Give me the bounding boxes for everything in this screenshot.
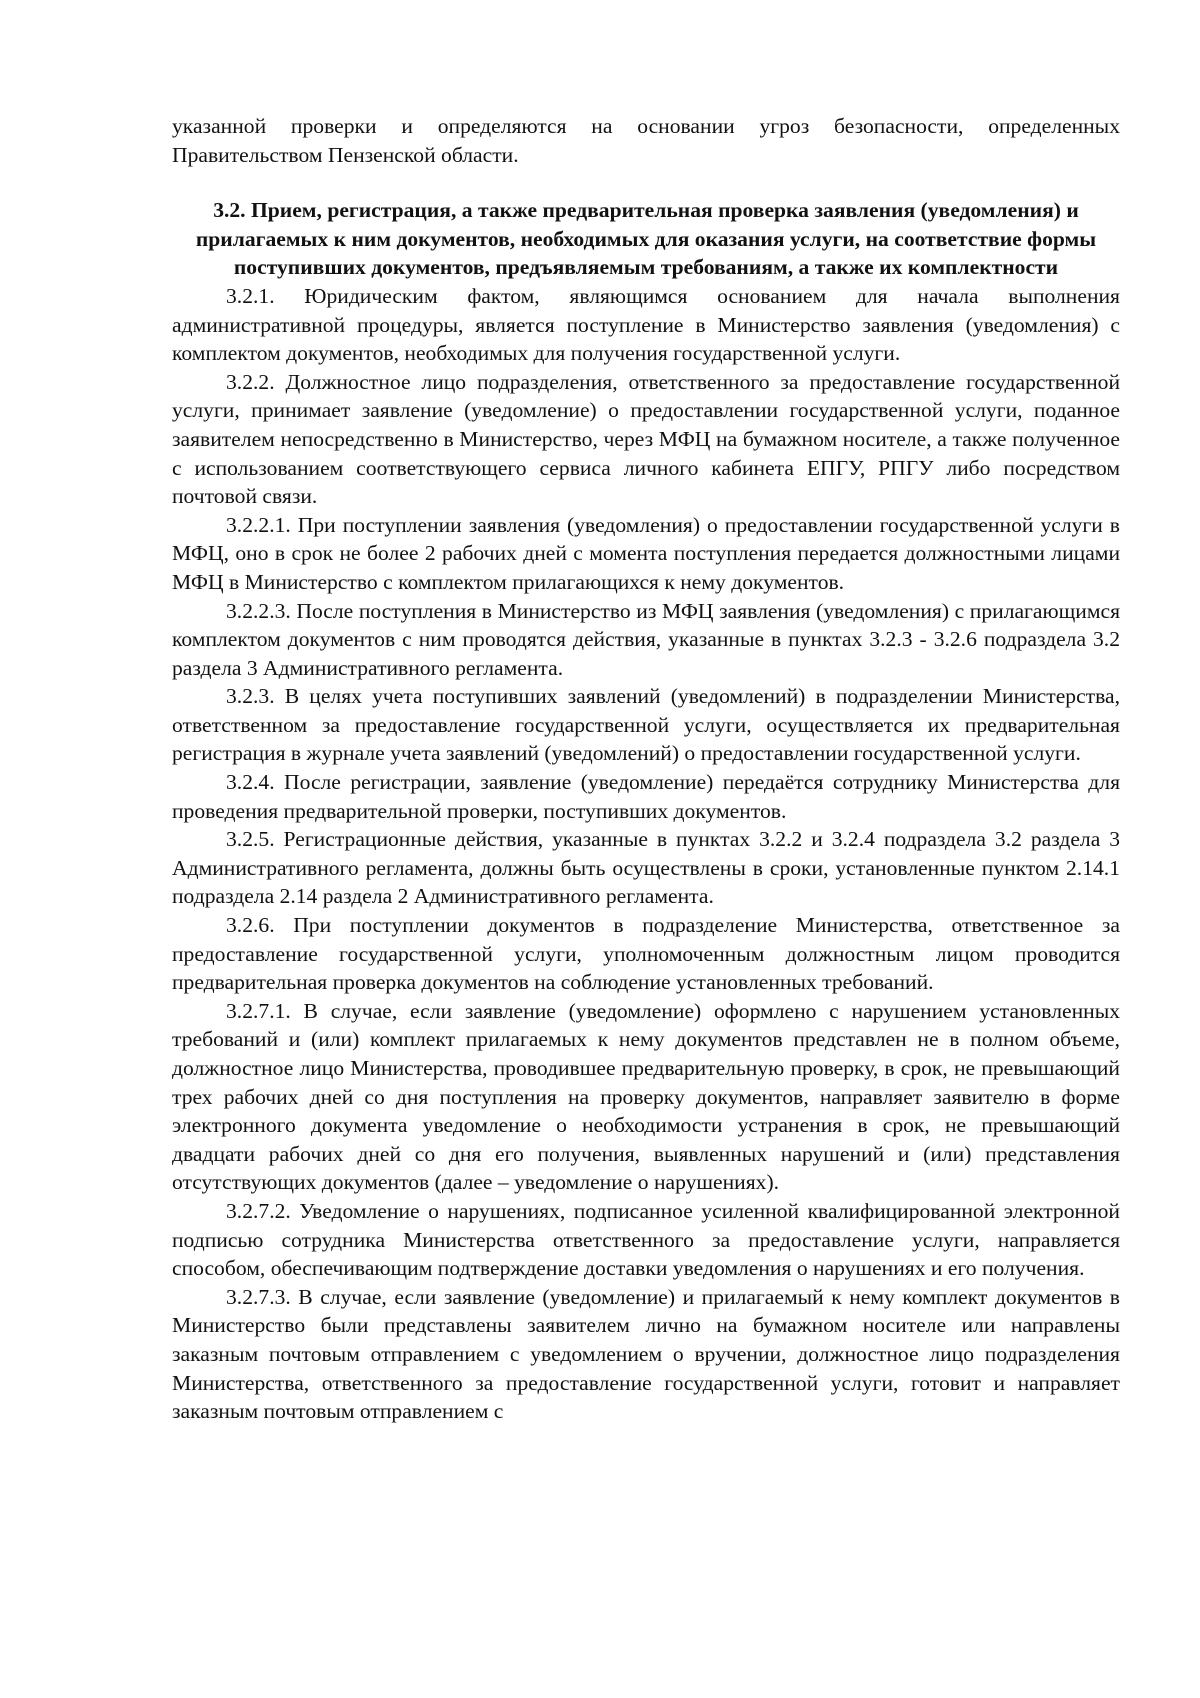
paragraph-3-2-2-1: 3.2.2.1. При поступлении заявления (уведомления) о предоставлении государственной услуги в МФЦ, оно в срок не более 2 рабочих дней с момента поступления передается должностными лицами МФЦ в Министерство с комплектом прилагающихся к нему документов. [172, 512, 1120, 594]
paragraph-3-2-4: 3.2.4. После регистрации, заявление (уведомление) передаётся сотруднику Министерства для проведения предварительной проверки, поступивших документов. [172, 770, 1120, 823]
intro-paragraph: указанной проверки и определяются на основании угроз безопасности, определенных Правительством Пензенской области. [172, 114, 1120, 167]
paragraph-3-2-6: 3.2.6. При поступлении документов в подразделение Министерства, ответственное за предоставление государственной услуги, уполномоченным должностным лицом проводится предварительная проверка документов на соблюдение установленных требований. [172, 913, 1120, 995]
document-page [172, 112, 1120, 1426]
paragraph-3-2-7-1: 3.2.7.1. В случае, если заявление (уведомление) оформлено с нарушением установленных требований и (или) комплект прилагаемых к нему документов представлен не в полном объеме, должностное лицо Министерства, проводившее предварительную проверку, в срок, не превышающий трех рабочих дней со дня поступления на проверку документов, направляет заявителю в форме электронного документа уведомление о необходимости устранения в срок, не превышающий двадцати рабочих дней со дня его получения, выявленных нарушений и (или) представления отсутствующих документов (далее – уведомление о нарушениях). [172, 998, 1120, 1195]
paragraph-3-2-7-3: 3.2.7.3. В случае, если заявление (уведомление) и прилагаемый к нему комплект документов в Министерство были представлены заявителем лично на бумажном носителе или направлены заказным почтовым отправлением с уведомлением о вручении, должностное лицо подразделения Министерства, ответственного за предоставление государственной услуги, готовит и направляет заказным почтовым отправлением с [172, 1284, 1120, 1424]
paragraph-3-2-5: 3.2.5. Регистрационные действия, указанные в пунктах 3.2.2 и 3.2.4 подраздела 3.2 раздела 3 Административного регламента, должны быть осуществлены в сроки, установленные пунктом 2.14.1 подраздела 2.14 раздела 2 Административного регламента. [172, 827, 1120, 909]
paragraph-3-2-7-2: 3.2.7.2. Уведомление о нарушениях, подписанное усиленной квалифицированной электронной подписью сотрудника Министерства ответственного за предоставление услуги, направляется способом, обеспечивающим подтверждение доставки уведомления о нарушениях и его получения. [172, 1198, 1120, 1281]
paragraph-3-2-2: 3.2.2. Должностное лицо подразделения, ответственного за предоставление государственной услуги, принимает заявление (уведомление) о предоставлении государственной услуги, поданное заявителем непосредственно в Министерство, через МФЦ на бумажном носителе, а также полученное с использованием соответствующего сервиса личного кабинета ЕПГУ, РПГУ либо посредством почтовой связи. [172, 369, 1120, 509]
paragraph-3-2-1: 3.2.1. Юридическим фактом, являющимся основанием для начала выполнения административной процедуры, является поступление в Министерство заявления (уведомления) с комплектом документов, необходимых для получения государственной услуги. [172, 283, 1120, 366]
paragraph-3-2-3: 3.2.3. В целях учета поступивших заявлений (уведомлений) в подразделении Министерства, ответственном за предоставление государственной услуги, осуществляется их предварительная регистрация в журнале учета заявлений (уведомлений) о предоставлении государственной услуги. [172, 684, 1120, 766]
section-heading: 3.2. Прием, регистрация, а также предварительная проверка заявления (уведомления) и прилагаемых к ним документов, необходимых для оказания услуги, на соответствие формы поступивших документов, предъявляемым требованиям, а также их комплектности [195, 198, 1097, 280]
paragraph-3-2-2-3: 3.2.2.3. После поступления в Министерство из МФЦ заявления (уведомления) с прилагающимся комплектом документов с ним проводятся действия, указанные в пунктах 3.2.3 - 3.2.6 подраздела 3.2 раздела 3 Административного регламента. [172, 598, 1120, 680]
